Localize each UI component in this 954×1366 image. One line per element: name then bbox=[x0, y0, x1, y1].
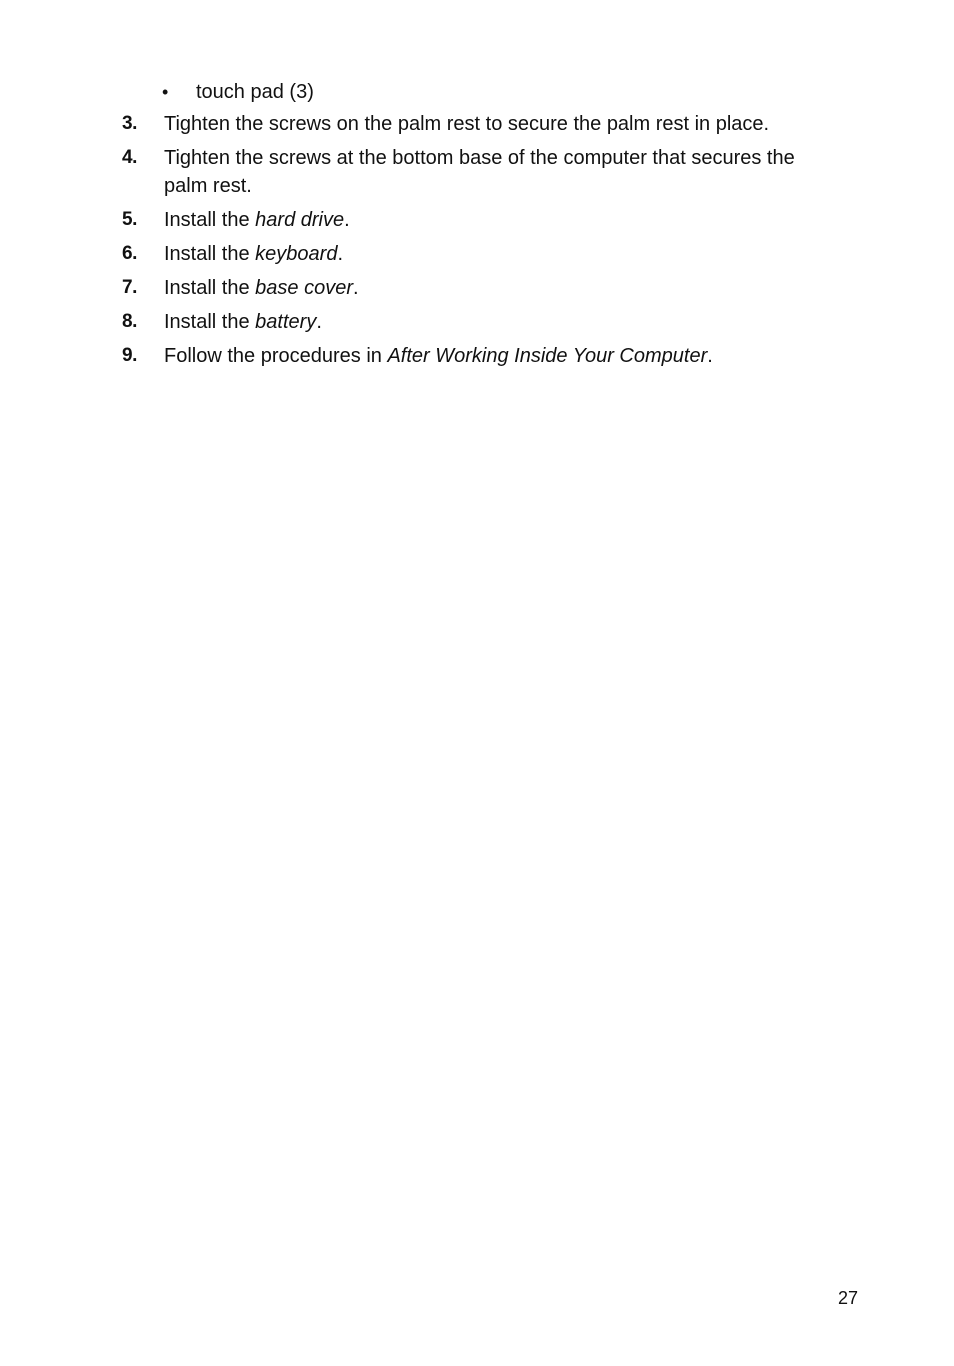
step-number: 3. bbox=[122, 113, 137, 134]
step-text bbox=[164, 274, 842, 302]
link-base-cover[interactable]: base cover bbox=[255, 277, 354, 299]
step-text-suffix: . bbox=[707, 345, 713, 367]
step-6 bbox=[122, 240, 842, 268]
step-number: 4. bbox=[122, 147, 137, 168]
step-text-prefix: Install the bbox=[164, 243, 256, 265]
step-text bbox=[164, 206, 842, 234]
bullet-item-text: touch pad (3) bbox=[196, 81, 314, 103]
step-7 bbox=[122, 274, 842, 302]
step-text-suffix: . bbox=[344, 209, 350, 231]
link-battery[interactable]: battery bbox=[255, 311, 317, 333]
step-4 bbox=[122, 144, 842, 200]
step-text bbox=[164, 308, 842, 336]
step-text: Tighten the screws at the bottom base of the computer that secures the palm rest. bbox=[164, 147, 795, 197]
step-text-suffix: . bbox=[353, 277, 359, 299]
step-text-prefix: Install the bbox=[164, 277, 256, 299]
page-number: 27 bbox=[837, 1288, 858, 1308]
link-hard-drive[interactable]: hard drive bbox=[255, 209, 345, 231]
step-9 bbox=[122, 342, 842, 370]
step-text-prefix: Install the bbox=[164, 311, 256, 333]
bullet-marker: • bbox=[162, 82, 169, 102]
step-text-suffix: . bbox=[316, 311, 322, 333]
step-5 bbox=[122, 206, 842, 234]
link-after-working-inside[interactable]: After Working Inside Your Computer bbox=[387, 345, 708, 367]
step-number: 9. bbox=[122, 345, 137, 366]
step-text-prefix: Follow the procedures in bbox=[164, 345, 388, 367]
step-text-suffix: . bbox=[337, 243, 344, 265]
step-number: 5. bbox=[122, 209, 137, 230]
step-text-prefix: Install the bbox=[164, 209, 256, 231]
step-number: 7. bbox=[122, 277, 137, 298]
step-number: 6. bbox=[122, 243, 137, 264]
step-number: 8. bbox=[122, 311, 137, 332]
step-3 bbox=[122, 110, 842, 138]
link-keyboard[interactable]: keyboard bbox=[255, 243, 338, 265]
step-text bbox=[164, 240, 842, 268]
step-text bbox=[164, 342, 842, 370]
procedure-steps bbox=[122, 110, 842, 376]
step-8 bbox=[122, 308, 842, 336]
bullet-item-touch-pad bbox=[162, 78, 314, 106]
step-text: Tighten the screws on the palm rest to secure the palm rest in place. bbox=[164, 113, 770, 135]
